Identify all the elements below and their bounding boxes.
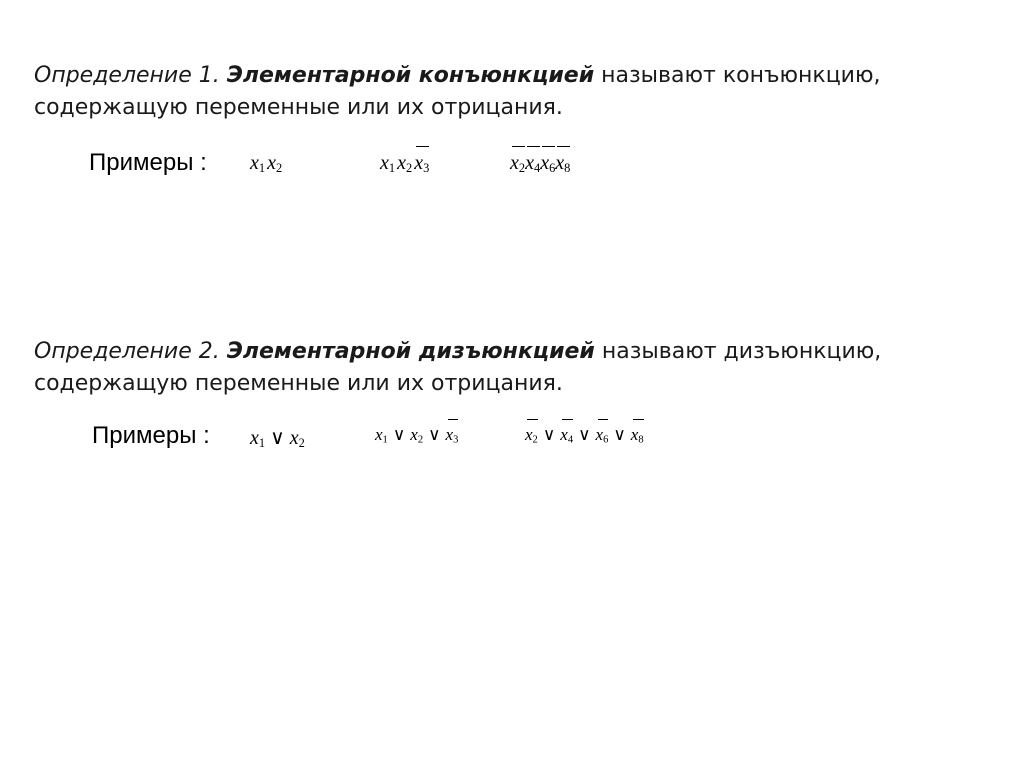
or-operator: ∨	[613, 425, 626, 444]
definition-1-line2: содержащую переменные или их отрицания.	[34, 95, 563, 120]
var-not-x4: $x_4$	[560, 425, 574, 446]
definition-1	[34, 60, 994, 124]
var-x1: $x_1$	[375, 425, 388, 446]
var-not-x8: $x_8$	[555, 152, 571, 176]
var-not-x6: $x_6$	[540, 152, 556, 176]
definition-1-prefix: Определение 1.	[34, 63, 220, 88]
var-not-x2: $x_2$	[525, 425, 538, 446]
examples-2-label: Примеры :	[92, 422, 210, 449]
var-not-x3: $x_3$	[414, 152, 430, 176]
var-x2: $x_2$	[397, 152, 413, 176]
formula-conj-2	[380, 152, 429, 176]
definition-1-term: Элементарной конъюнкцией	[226, 63, 595, 88]
definition-1-rest: называют конъюнкцию,	[594, 63, 881, 88]
var-x2: $x_2$	[410, 425, 424, 446]
var-not-x6: $x_6$	[595, 425, 609, 446]
var-x1: $x_1$	[250, 152, 266, 176]
var-x2: $x_2$	[289, 427, 305, 451]
or-operator: ∨	[428, 425, 441, 444]
or-operator: ∨	[542, 425, 556, 444]
or-operator: ∨	[392, 425, 406, 444]
var-x1: $x_1$	[380, 152, 396, 176]
var-not-x4: $x_4$	[525, 152, 541, 176]
definition-2-line2: содержащую переменные или их отрицания.	[34, 371, 563, 396]
or-operator: ∨	[270, 427, 285, 449]
definition-2	[34, 336, 994, 400]
var-not-x2: $x_2$	[510, 152, 526, 176]
var-x2: $x_2$	[267, 152, 283, 176]
formula-conj-1	[250, 152, 282, 176]
var-not-x3: $x_3$	[445, 425, 459, 446]
var-not-x8: $x_8$	[630, 425, 644, 446]
definition-2-term: Элементарной дизъюнкцией	[226, 339, 595, 364]
formula-disj-1	[250, 425, 305, 451]
formula-conj-3	[510, 152, 570, 176]
or-operator: ∨	[578, 425, 591, 444]
examples-1-label: Примеры :	[89, 149, 207, 176]
var-x1: $x_1$	[250, 427, 266, 451]
definition-2-prefix: Определение 2.	[34, 339, 220, 364]
formula-disj-2	[375, 425, 458, 446]
definition-2-rest: называют дизъюнкцию,	[594, 339, 882, 364]
formula-disj-3	[525, 425, 644, 446]
